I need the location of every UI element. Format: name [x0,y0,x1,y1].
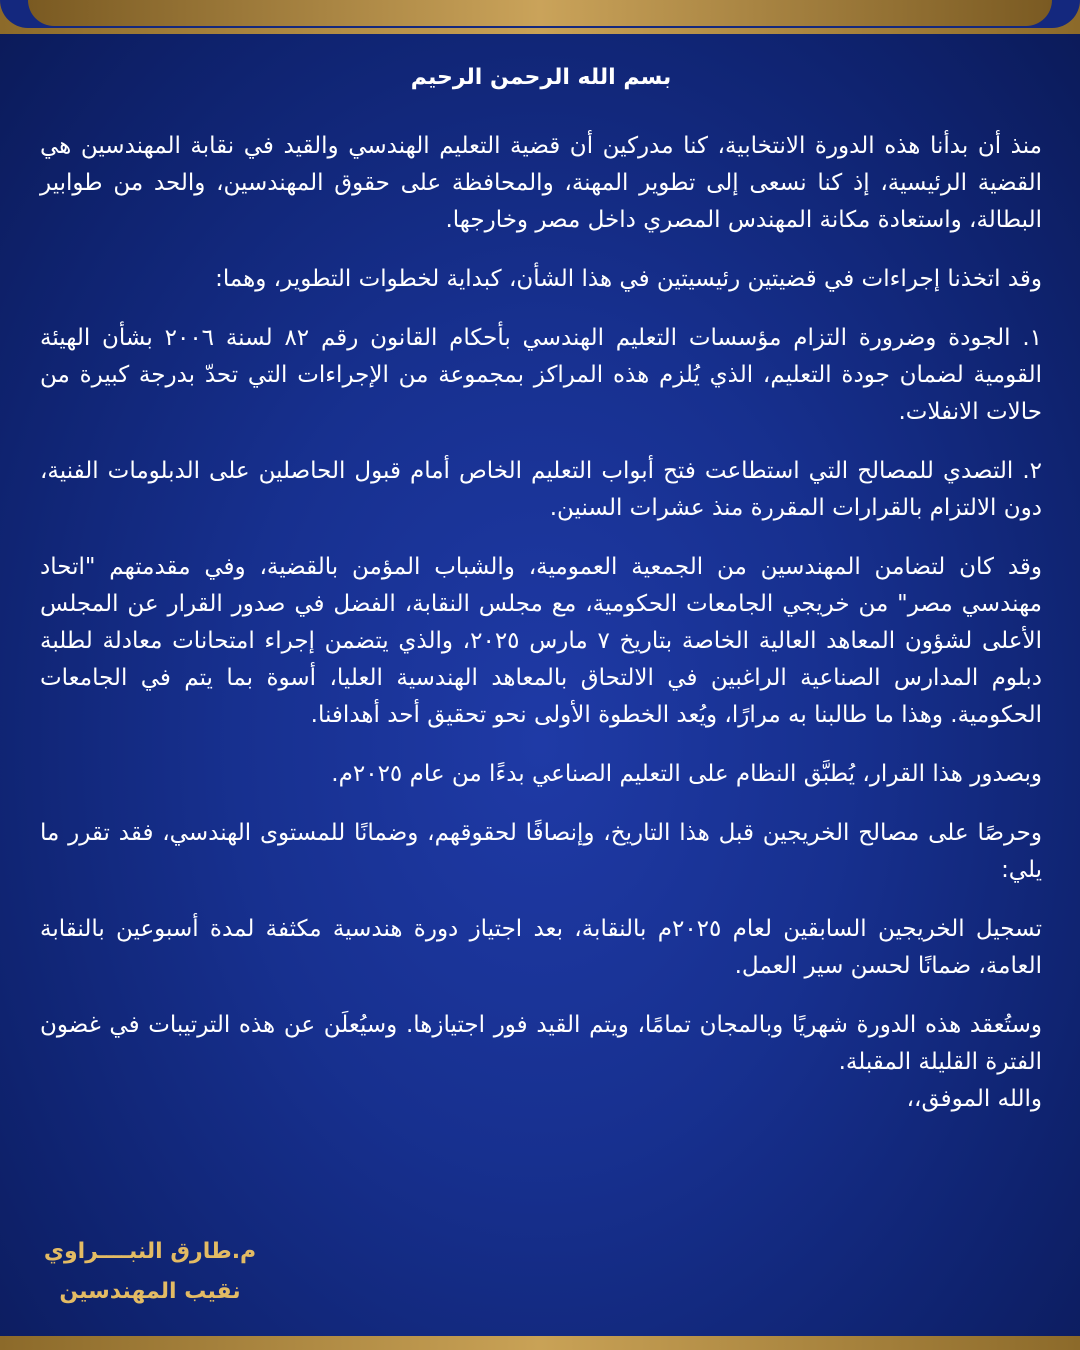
statement-body [40,58,1042,1118]
top-gold-arc [28,0,1052,26]
signatory-name: م.طارق النبــــراوي [43,1239,257,1264]
paragraph-registration: تسجيل الخريجين السابقين لعام ٢٠٢٥م بالنقابة، بعد اجتياز دورة هندسية مكثفة لمدة أسبوعين بالنقابة العامة، ضمانًا لحسن سير العمل. [40,916,1042,979]
basmala: بسم الله الرحمن الرحيم [410,65,672,90]
paragraph-resolution: وحرصًا على مصالح الخريجين قبل هذا التاريخ، وإنصافًا لحقوقهم، وضمانًا للمستوى الهندسي، فقد تقرر ما يلي: [40,820,1042,883]
paragraph-course: وستُعقد هذه الدورة شهريًا وبالمجان تمامًا، ويتم القيد فور اجتيازها. وسيُعلَن عن هذه الترتيبات في غضون الفترة القليلة المقبلة. [40,1012,1042,1075]
paragraph-application: وبصدور هذا القرار، يُطبَّق النظام على التعليم الصناعي بدءًا من عام ٢٠٢٥م. [331,761,1042,787]
paragraph-intro: منذ أن بدأنا هذه الدورة الانتخابية، كنا مدركين أن قضية التعليم الهندسي والقيد في نقابة المهندسين هي القضية الرئيسية، إذ كنا نسعى إلى تطوير المهنة، والمحافظة على حقوق المهندسين، والحد من طوابير البطالة، واستعادة مكانة المهندس المصري داخل مصر وخارجها. [40,133,1042,233]
bottom-gold-band [0,1336,1080,1350]
top-frame [0,0,1080,28]
signature-block [40,1232,260,1312]
paragraph-point-1: ١. الجودة وضرورة التزام مؤسسات التعليم الهندسي بأحكام القانون رقم ٨٢ لسنة ٢٠٠٦ بشأن الهيئة القومية لضمان جودة التعليم، الذي يُلزم هذه المراكز بمجموعة من الإجراءات التي تحدّ بدرجة كبيرة من حالات الانفلات. [40,325,1043,425]
signatory-title: نقيب المهندسين [59,1279,241,1304]
closing-line: والله الموفق،، [906,1086,1042,1112]
paragraph-measures: وقد اتخذنا إجراءات في قضيتين رئيسيتين في هذا الشأن، كبداية لخطوات التطوير، وهما: [215,266,1042,292]
paragraph-point-2: ٢. التصدي للمصالح التي استطاعت فتح أبواب التعليم الخاص أمام قبول الحاصلين على الدبلومات الفنية، دون الالتزام بالقرارات المقررة منذ عشرات السنين. [40,458,1042,521]
paragraph-decision: وقد كان لتضامن المهندسين من الجمعية العمومية، والشباب المؤمن بالقضية، وفي مقدمتهم "اتحاد مهندسي مصر" من خريجي الجامعات الحكومية، مع مجلس النقابة، الفضل في صدور القرار عن المجلس الأعلى لشؤون المعاهد العالية الخاصة بتاريخ ٧ مارس ٢٠٢٥، والذي يتضمن إجراء امتحانات معادلة لطلبة دبلوم المدارس الصناعية الراغبين في الالتحاق بالمعاهد الهندسية العليا، أسوة بما يتم في الجامعات الحكومية. وهذا ما طالبنا به مرارًا، ويُعد الخطوة الأولى نحو تحقيق أحد أهدافنا. [40,554,1042,728]
